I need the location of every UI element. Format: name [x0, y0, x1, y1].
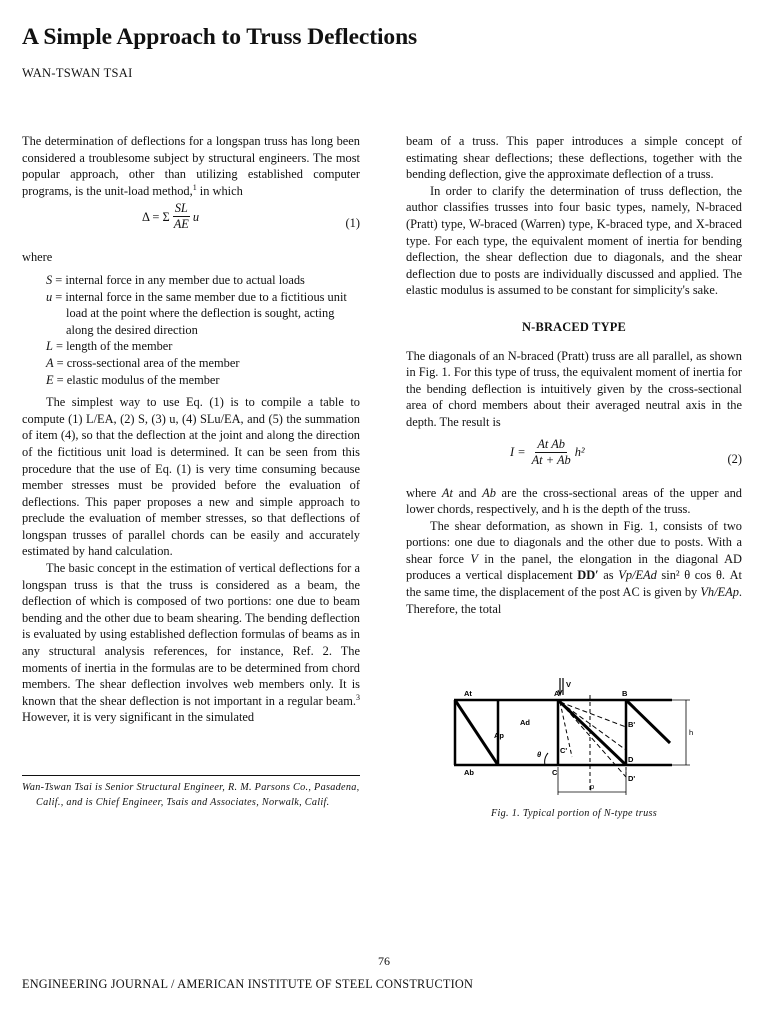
label-h: h — [689, 728, 694, 737]
label-p: p — [590, 782, 595, 791]
definition-item: S = internal force in any member due to actual loads — [46, 272, 305, 287]
eq2-fraction: $\frac{\text{At Ab}}{At + Ab}$ — [531, 436, 571, 467]
label-B: B — [622, 689, 628, 698]
label-D: D — [628, 755, 634, 764]
label-A: A — [554, 689, 560, 698]
areas-paragraph: where At and Ab are the cross-sectional areas of the upper and lower chords, respectively, and h is the depth of the truss. — [406, 485, 742, 517]
equation-1: Δ = Σ $\frac{SL}{AE}$ u (1) — [142, 201, 360, 232]
label-D-prime: D' — [628, 774, 636, 783]
classification-paragraph: In order to clarify the determination of truss deflection, the author classifies trusses into four basic types, namely, N-braced (Pratt) type, W-braced (Warren) type, K-braced type, and X-braced type. For each type, the equivalent moment of inertia for bending deflection, the shear deflection due to diagonals, and the shear deflection due to posts are individually discussed and applied. The elastic modulus is assumed to be constant for simplicity's sake. — [406, 183, 742, 298]
truss-diagram — [450, 675, 700, 801]
definition-item: u = internal force in the same member due to a fictitious unit load at the point where the deflection is sought, acting along the desired direction — [46, 289, 347, 337]
left-column — [22, 133, 360, 726]
label-Ad: Ad — [520, 718, 530, 727]
eq2-lhs: I = — [510, 444, 526, 459]
continuation-paragraph: beam of a truss. This paper introduces a simple concept of estimating shear deflections; these deflections, together with the bending deflection, give the approximate deflection of a truss. — [406, 134, 742, 182]
definitions-list — [22, 272, 360, 388]
nbraced-paragraph: The diagonals of an N-braced (Pratt) truss are all parallel, as shown in Fig. 1. For this type of truss, the equivalent moment of inertia for the bending deflection is intuitively given by the cross-sectional area of chord members about their averaged neutral axis in the depth. The result is — [406, 348, 742, 429]
journal-footer: ENGINEERING JOURNAL / AMERICAN INSTITUTE OF STEEL CONSTRUCTION — [22, 977, 474, 991]
eq1-label: (1) — [345, 216, 360, 231]
concept-paragraph: The basic concept in the estimation of vertical deflections for a longspan truss is that the truss is considered as a beam, the deflection of which is composed of two portions: one due to beam bending and the other due to beam shearing. The bending deflection is evaluated by using established deflection formulas of beams as in any structural analysis references, for instance, Ref. 2. The moments of inertia in the formulas are to be determined from chord members. The shear deflection involves web members only. It is known that the shear deflection is not important in a regular beam.$^3$ However, it is very significant in the simulated — [22, 561, 360, 725]
label-theta: θ — [537, 750, 542, 759]
author-name: WAN-TSWAN TSAI — [22, 66, 133, 80]
section-heading: N-BRACED TYPE — [522, 319, 626, 334]
right-column — [406, 133, 742, 617]
article-title: A Simple Approach to Truss Deflections — [22, 24, 418, 50]
label-V: V — [566, 680, 572, 689]
page-number: 76 — [378, 954, 390, 968]
eq2-label: (2) — [727, 451, 742, 466]
equation-2: I = $\frac{\text{At Ab}}{At + Ab}$ h² (2) — [510, 436, 742, 467]
eq1-lhs: Δ = Σ — [142, 209, 170, 224]
shear-paragraph: The shear deformation, as shown in Fig. 1, consists of two portions: one due to diagonals and the other due to posts. With a shear force V in the panel, the elongation in the diagonal AD produces a vertical displacement DD′ as Vp/EAd sin² θ cos θ. At the same time, the displacement of the post AC is given by Vh/EAp. Therefore, the total — [406, 518, 742, 616]
label-Ab: Ab — [464, 768, 474, 777]
where-label: where — [22, 250, 53, 265]
label-B-prime: B' — [628, 720, 636, 729]
definition-item: E = elastic modulus of the member — [46, 372, 220, 387]
procedure-paragraph: The simplest way to use Eq. (1) is to compile a table to compute (1) L/EA, (2) S, (3) u, (4) SLu/EA, and (5) the summation of item (4), so that the deflection at the joint and along the direction of the fictitious unit load is determined. It can be seen from this procedure that the use of Eq. (1) is very time consuming because member stresses must be provided before the evaluation of deflections. This paper proposes a new and simple approach to preclude the evaluation of member stresses, so that deflections of longspan trusses of parallel chords can be easily and accurately estimated by hand calculation. — [22, 395, 360, 559]
definition-item: A = cross-sectional area of the member — [46, 355, 240, 370]
intro-paragraph: The determination of deflections for a longspan truss has long been considered a troublesome subject by structural engineers. The most popular approach, other than utilizing established computer programs, is the unit-load method,$^1$ in which — [22, 134, 360, 198]
label-C: C — [552, 768, 558, 777]
author-footnote: Wan-Tswan Tsai is Senior Structural Engineer, R. M. Parsons Co., Pasadena, Calif., and is Chief Engineer, Tsais and Associates, Norwalk, Calif. — [22, 775, 360, 810]
eq1-fraction: $\frac{SL}{AE}$ — [173, 201, 189, 232]
label-At: At — [464, 689, 472, 698]
figure-caption: Fig. 1. Typical portion of N-type truss — [490, 808, 657, 819]
label-Ap: Ap — [494, 731, 504, 740]
label-C-prime: C' — [560, 746, 568, 755]
definition-item: L = length of the member — [46, 339, 173, 354]
